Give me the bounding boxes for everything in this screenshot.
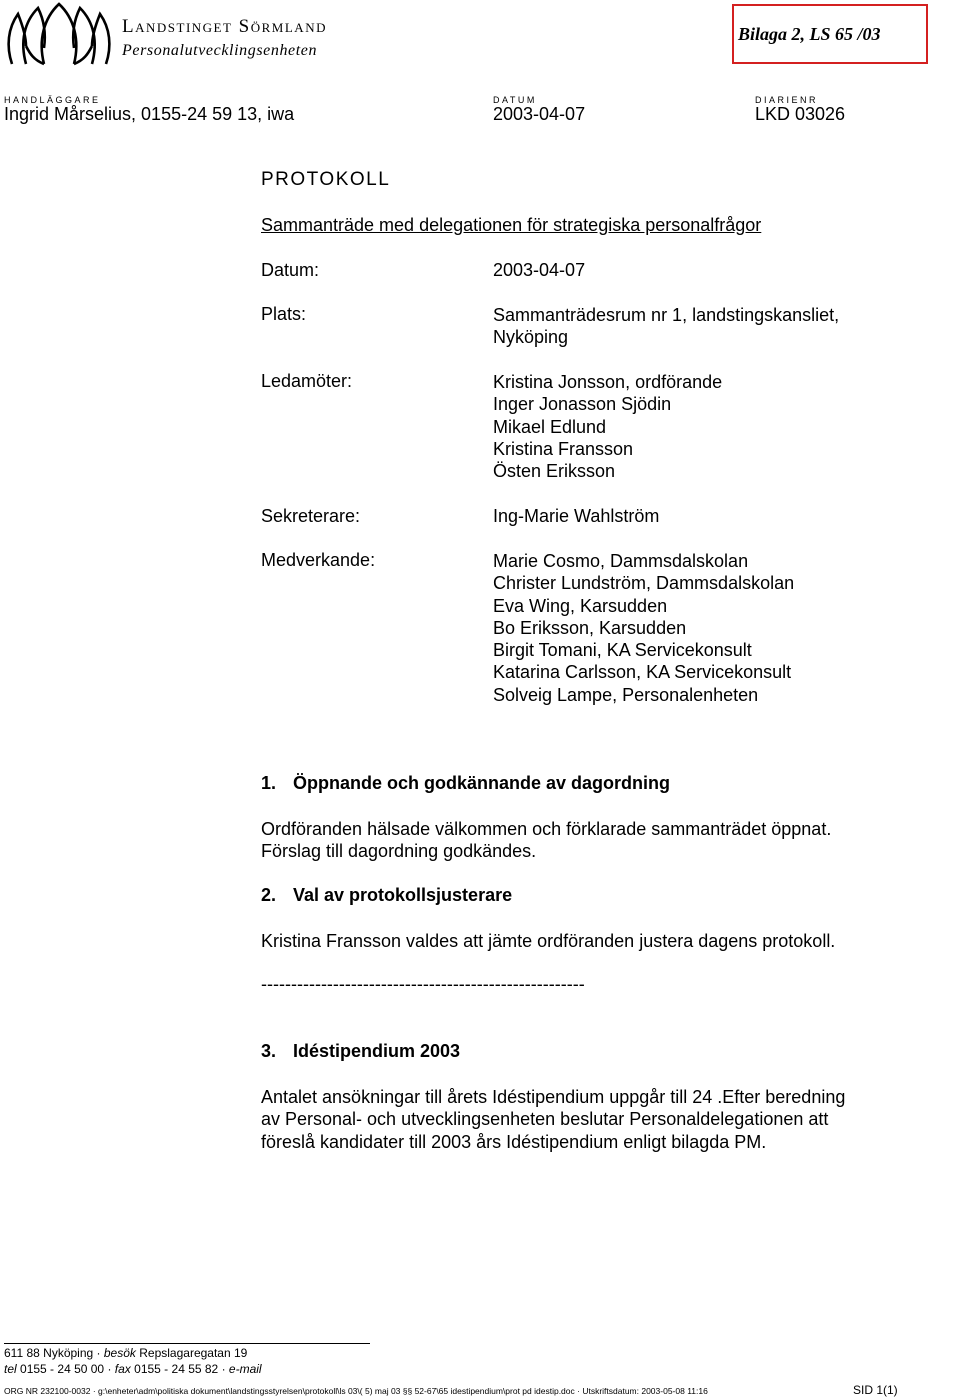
- ledamot-item: Kristina Jonsson, ordförande: [493, 372, 723, 392]
- field-label-sekreterare: Sekreterare:: [261, 506, 361, 526]
- section-line: föreslå kandidater till 2003 års Idéstipendium enligt bilagda PM.: [261, 1131, 767, 1152]
- fax-value: 0155 - 24 55 82: [134, 1362, 219, 1376]
- section-number: 1.: [261, 773, 277, 793]
- section-body: [261, 930, 835, 952]
- document-type: PROTOKOLL: [261, 169, 391, 190]
- separator-dot: ·: [107, 1362, 115, 1376]
- medverkande-item: Eva Wing, Karsudden: [493, 595, 668, 616]
- address-visit-label: besök: [103, 1346, 136, 1360]
- plats-line: Nyköping: [493, 327, 569, 348]
- section-line: Ordföranden hälsade välkommen och förklarade sammanträdet öppnat.: [261, 819, 832, 839]
- separator-dot: ·: [96, 1346, 104, 1360]
- section-line: Kristina Fransson valdes att jämte ordföranden justera dagens protokoll.: [261, 931, 836, 951]
- handlaggare-value: Ingrid Mårselius, 0155-24 59 13, iwa: [4, 104, 295, 124]
- email-label: e-mail: [228, 1362, 262, 1376]
- section-line: Antalet ansökningar till årets Idéstipendium uppgår till 24 .Efter beredning: [261, 1087, 846, 1107]
- ledamoter-list: [493, 371, 722, 482]
- datum-label: DATUM: [493, 95, 537, 105]
- footer-rule: [4, 1343, 370, 1344]
- field-value-plats: [493, 304, 839, 349]
- diarienr-label: DIARIENR: [755, 95, 819, 105]
- medverkande-item: Birgit Tomani, KA Servicekonsult: [493, 640, 752, 661]
- ledamot-item: Inger Jonasson Sjödin: [493, 394, 672, 415]
- footer-contact: [4, 1362, 262, 1376]
- attachment-stamp: Bilaga 2, LS 65 /03: [732, 4, 928, 64]
- tulip-logo-icon: [4, 2, 114, 66]
- field-label-medverkande: Medverkande:: [261, 550, 376, 570]
- organization-name: Landstinget Sörmland: [122, 16, 327, 37]
- section-heading: Idéstipendium 2003: [293, 1041, 461, 1061]
- medverkande-item: Solveig Lampe, Personalenheten: [493, 684, 759, 705]
- medverkande-item: Katarina Carlsson, KA Servicekonsult: [493, 662, 792, 683]
- address-visit: Repslagaregatan 19: [139, 1346, 248, 1360]
- separator-line: ------------------------------------------------------: [261, 974, 585, 994]
- footer-org-nr: ORG NR 232100-0032 · g:\enheter\adm\politiska dokument\landstingsstyrelsen\protokoll\ls 03\( 5) maj 03 §§ 52-67\65 idestipendium\prot pd idestip.doc · Utskriftsdatum: 2003-05-08 11:16: [4, 1386, 708, 1396]
- section-body: [261, 1086, 845, 1153]
- section-number: 3.: [261, 1041, 277, 1061]
- ledamot-item: Kristina Fransson: [493, 438, 634, 459]
- medverkande-item: Marie Cosmo, Dammsdalskolan: [493, 551, 749, 571]
- medverkande-item: Christer Lundström, Dammsdalskolan: [493, 573, 795, 594]
- handlaggare-label: HANDLÄGGARE: [4, 95, 101, 105]
- organization-unit: Personalutvecklingsenheten: [122, 42, 318, 59]
- footer-address: [4, 1346, 247, 1360]
- field-label-datum: Datum:: [261, 260, 320, 280]
- medverkande-item: Bo Eriksson, Karsudden: [493, 617, 687, 638]
- field-value-sekreterare: Ing-Marie Wahlström: [493, 506, 660, 526]
- plats-line: Sammanträdesrum nr 1, landstingskansliet,: [493, 305, 840, 325]
- medverkande-list: [493, 550, 794, 706]
- section-number: 2.: [261, 885, 277, 905]
- meeting-title: Sammanträde med delegationen för strategiska personalfrågor: [261, 215, 762, 235]
- tel-label: tel: [4, 1362, 17, 1376]
- section-line: av Personal- och utvecklingsenheten beslutar Personaldelegationen att: [261, 1109, 829, 1130]
- section-body: [261, 818, 831, 863]
- field-value-datum: 2003-04-07: [493, 260, 586, 280]
- datum-value: 2003-04-07: [493, 104, 586, 124]
- field-label-plats: Plats:: [261, 304, 307, 324]
- field-label-ledamoter: Ledamöter:: [261, 371, 353, 391]
- tel-value: 0155 - 24 50 00: [20, 1362, 105, 1376]
- diarienr-value: LKD 03026: [755, 104, 846, 124]
- section-heading: Öppnande och godkännande av dagordning: [293, 773, 671, 793]
- address-postal: 611 88 Nyköping: [4, 1346, 94, 1360]
- ledamot-item: Östen Eriksson: [493, 461, 616, 482]
- fax-label: fax: [114, 1362, 131, 1376]
- page-indicator: SID 1(1): [853, 1383, 898, 1397]
- organization-logo: [4, 2, 114, 66]
- ledamot-item: Mikael Edlund: [493, 416, 607, 437]
- section-line: Förslag till dagordning godkändes.: [261, 841, 537, 862]
- section-heading: Val av protokollsjusterare: [293, 885, 513, 905]
- separator-dot: ·: [221, 1362, 229, 1376]
